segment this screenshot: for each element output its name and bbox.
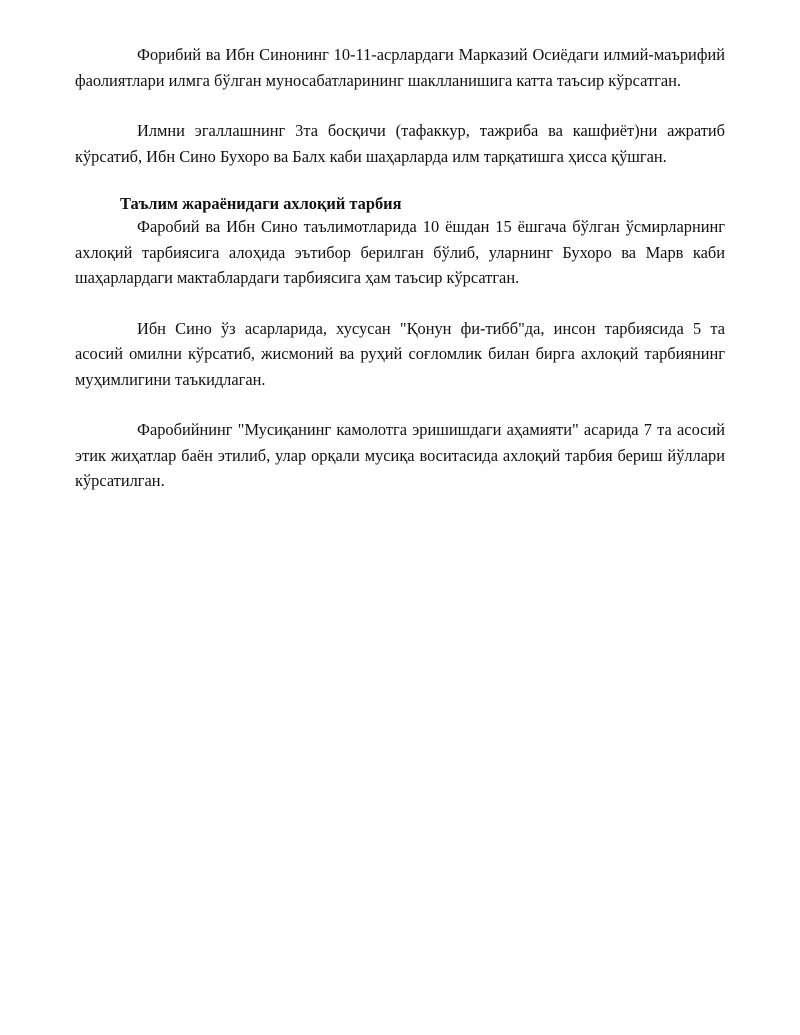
- paragraph-3: Фаробий ва Ибн Сино таълимотларида 10 ёшдан 15 ёшгача бўлган ўсмирларнинг ахлоқий тарбиясига алоҳида эътибор берилган бўлиб, уларнинг Бухоро ва Марв каби шаҳарлардаги мактаблардаги тарбиясига ҳам таъсир кўрсатган.: [75, 217, 725, 287]
- paragraph-1: Форибий ва Ибн Синонинг 10-11-асрлардаги Марказий Осиёдаги илмий-маърифий фаолиятлари илмга бўлган муносабатларининг шаклланишига катта таъсир кўрсатган.: [75, 45, 725, 90]
- document-body: [75, 42, 725, 494]
- section-heading: Таълим жараёнидаги ахлоқий тарбия: [120, 194, 402, 213]
- paragraph-4: Ибн Сино ўз асарларида, хусусан "Қонун фи-тибб"да, инсон тарбиясида 5 та асосий омилни кўрсатиб, жисмоний ва руҳий соғломлик билан бирга ахлоқий тарбиянинг муҳимлигини таъкидлаган.: [75, 318, 725, 389]
- paragraph-5: Фаробийнинг "Мусиқанинг камолотга эришишдаги аҳамияти" асарида 7 та асосий этик жиҳатлар баён этилиб, улар орқали мусиқа воситасида ахлоқий тарбия бериш йўллари кўрсатилган.: [75, 420, 725, 490]
- paragraph-2: Илмни эгаллашнинг 3та босқичи (тафаккур, тажриба ва кашфиёт)ни ажратиб кўрсатиб, Ибн Сино Бухоро ва Балх каби шаҳарларда илм тарқатишга ҳисса қўшган.: [75, 121, 725, 166]
